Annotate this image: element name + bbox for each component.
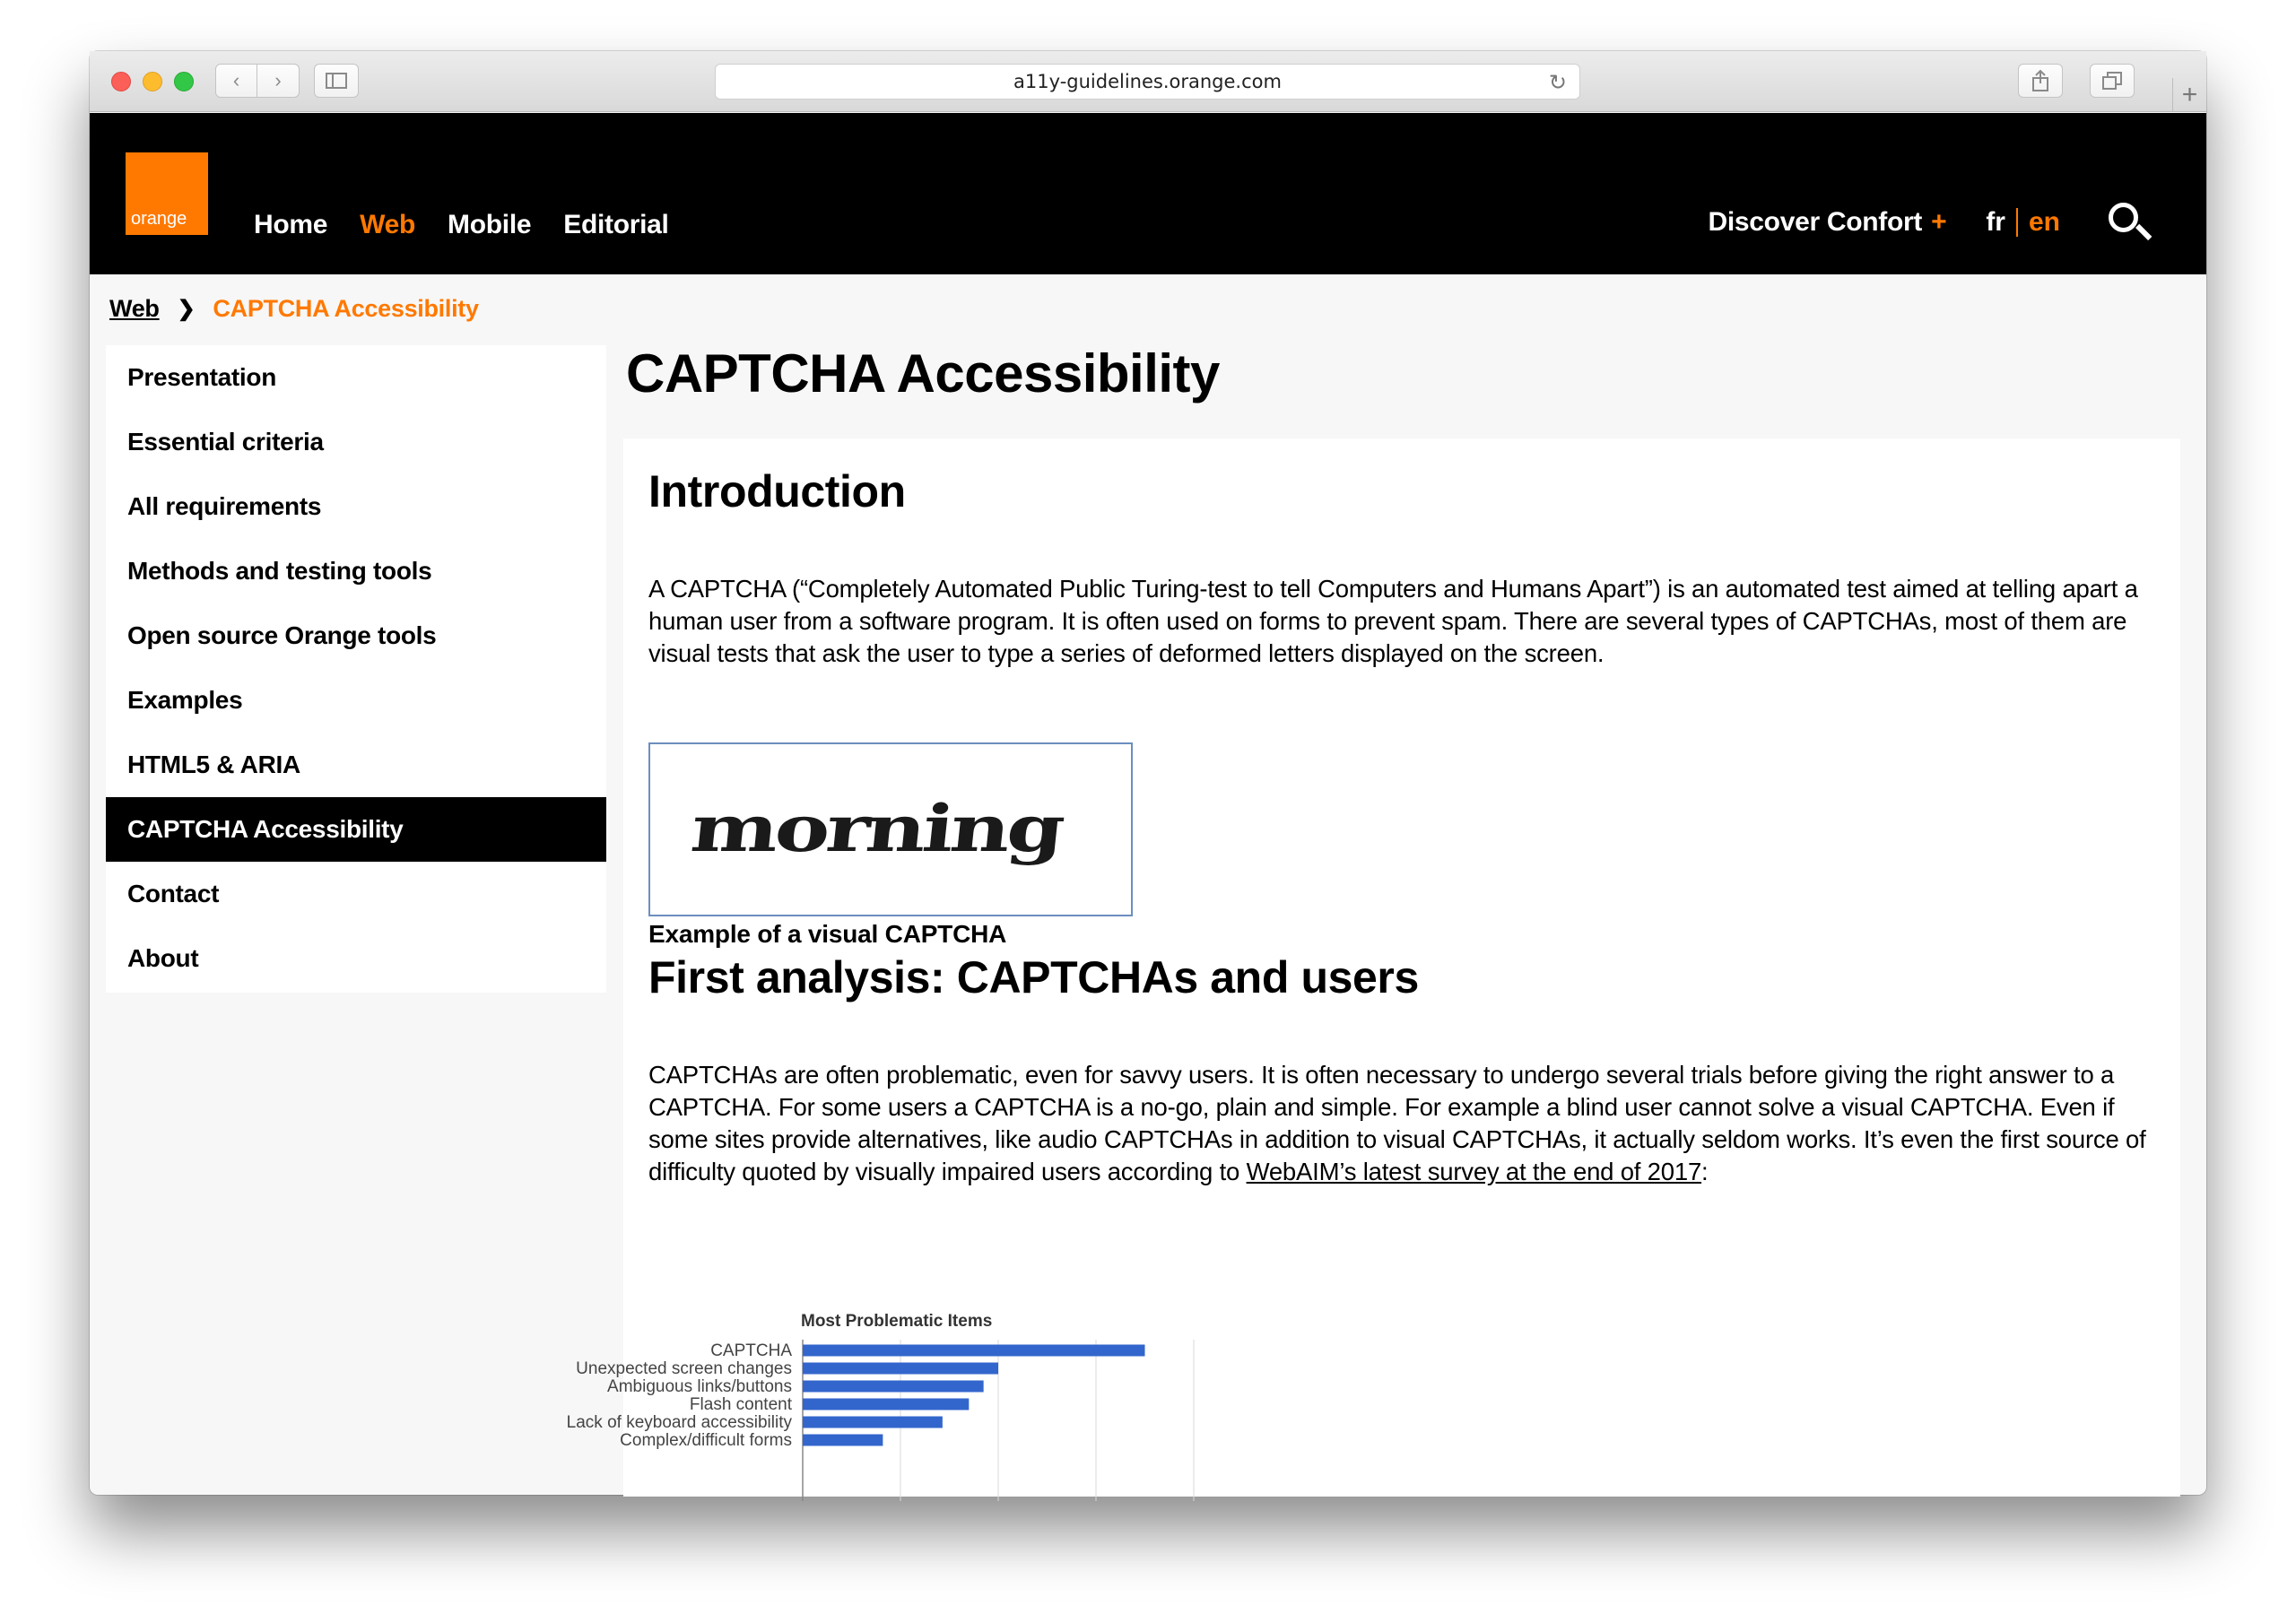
- lang-fr-link[interactable]: fr: [1986, 207, 2005, 237]
- breadcrumb: [109, 295, 479, 323]
- chart-category-label: Complex/difficult forms: [620, 1431, 792, 1450]
- tabs-overview-button[interactable]: [2090, 64, 2135, 98]
- history-nav: [215, 64, 300, 98]
- sidebar-icon: [326, 73, 347, 89]
- address-bar[interactable]: [715, 64, 1580, 100]
- chevron-right-icon: ❯: [177, 297, 196, 321]
- breadcrumb-current: CAPTCHA Accessibility: [213, 295, 479, 322]
- confort-label: Discover Confort: [1708, 207, 1923, 237]
- sidebar-item-methods-testing-tools[interactable]: Methods and testing tools: [127, 557, 432, 585]
- url-text: a11y-guidelines.orange.com: [1013, 71, 1282, 92]
- chevron-right-icon: ›: [274, 69, 282, 91]
- lang-en-link[interactable]: en: [2028, 207, 2060, 237]
- captcha-example-image: [648, 742, 1133, 916]
- page-title: CAPTCHA Accessibility: [626, 343, 1220, 404]
- chart-bar: [803, 1363, 998, 1375]
- lang-divider: [2016, 208, 2018, 237]
- sidebar-item-contact[interactable]: Contact: [127, 880, 220, 907]
- search-icon[interactable]: [2109, 203, 2148, 242]
- sidebar-item-html5-aria[interactable]: HTML5 & ARIA: [127, 751, 300, 778]
- nav-mobile[interactable]: Mobile: [448, 210, 532, 239]
- breadcrumb-web-link[interactable]: Web: [109, 295, 160, 322]
- chart-bar: [803, 1399, 969, 1410]
- chart-bar: [803, 1381, 984, 1393]
- first-analysis-heading: First analysis: CAPTCHAs and users: [648, 952, 1419, 1002]
- introduction-heading: Introduction: [648, 466, 906, 516]
- sidebar-toggle-button[interactable]: [314, 64, 359, 98]
- chart-category-label: Unexpected screen changes: [576, 1359, 792, 1378]
- webaim-survey-link[interactable]: WebAIM’s latest survey at the end of 2017: [1246, 1158, 1702, 1185]
- chart-bar: [803, 1345, 1145, 1357]
- sidebar-item-captcha-accessibility[interactable]: CAPTCHA Accessibility: [106, 797, 606, 862]
- chevron-left-icon: ‹: [232, 69, 240, 91]
- sidebar-item-examples[interactable]: Examples: [127, 686, 243, 714]
- new-tab-button[interactable]: [2172, 78, 2206, 112]
- chart-category-label: Ambiguous links/buttons: [607, 1377, 792, 1396]
- chart-category-label: Flash content: [689, 1395, 792, 1414]
- back-button[interactable]: [215, 64, 257, 98]
- site-header: [90, 113, 2206, 274]
- sidebar-item-about[interactable]: About: [127, 944, 199, 972]
- share-icon: [2031, 70, 2049, 91]
- main-content: [566, 438, 2180, 1497]
- captcha-word: morning: [687, 790, 1065, 867]
- main-nav: [254, 210, 669, 240]
- introduction-paragraph: A CAPTCHA (“Completely Automated Public Turing-test to tell Computers and Humans Apart”) is an automated test aimed at telling apart a human user from a software program. It is often used on forms to prevent spam. There are several types of CAPTCHAs, most of them are visual tests that ask the user to type a series of deformed letters displayed on the screen.: [648, 575, 2138, 667]
- nav-editorial[interactable]: Editorial: [563, 210, 669, 239]
- sidebar-item-open-source-tools[interactable]: Open source Orange tools: [127, 621, 437, 649]
- chart-title: Most Problematic Items: [801, 1312, 993, 1331]
- first-analysis-text: CAPTCHAs are often problematic, even for savvy users. It is often necessary to undergo several trials before giving the right answer to a CAPTCHA. For some users a CAPTCHA is a no-go, plain and simple. For example a blind user cannot solve a visual CAPTCHA. Even if some sites provide alternatives, like audio CAPTCHAs in addition to visual CAPTCHAs, it actually seldom works. It’s even the first source of difficulty quoted by visually impaired users according to: [648, 1061, 2146, 1185]
- reload-icon[interactable]: ↻: [1548, 70, 1567, 95]
- logo-text: orange: [131, 209, 187, 229]
- sidebar-nav: [106, 345, 606, 993]
- plus-icon: +: [2181, 80, 2198, 109]
- chart-bar: [803, 1435, 883, 1446]
- minimize-window-button[interactable]: [143, 72, 162, 91]
- sidebar-item-all-requirements[interactable]: All requirements: [127, 492, 322, 520]
- chart-bar: [803, 1417, 943, 1428]
- header-right-nav: [1709, 203, 2149, 242]
- chart-category-label: Lack of keyboard accessibility: [566, 1413, 792, 1432]
- orange-logo[interactable]: [126, 152, 208, 235]
- confort-plus-icon: +: [1931, 207, 1947, 237]
- language-switcher: [1986, 207, 2060, 238]
- captcha-caption: Example of a visual CAPTCHA: [648, 920, 1007, 948]
- chart-category-label: CAPTCHA: [710, 1341, 792, 1360]
- nav-home[interactable]: Home: [254, 210, 328, 239]
- sidebar-item-essential-criteria[interactable]: Essential criteria: [127, 428, 324, 456]
- browser-titlebar: [90, 51, 2206, 112]
- first-analysis-text-end: :: [1701, 1158, 1709, 1185]
- zoom-window-button[interactable]: [174, 72, 194, 91]
- share-button[interactable]: [2018, 64, 2063, 98]
- sidebar-item-presentation[interactable]: Presentation: [127, 363, 276, 391]
- close-window-button[interactable]: [111, 72, 131, 91]
- discover-confort-button[interactable]: [1709, 207, 1947, 238]
- browser-window: [90, 51, 2206, 1495]
- tabs-icon: [2102, 72, 2122, 90]
- first-analysis-paragraph: [648, 1059, 2173, 1188]
- forward-button[interactable]: [257, 64, 300, 98]
- nav-web[interactable]: Web: [360, 210, 416, 239]
- problematic-items-chart: [566, 1312, 1619, 1501]
